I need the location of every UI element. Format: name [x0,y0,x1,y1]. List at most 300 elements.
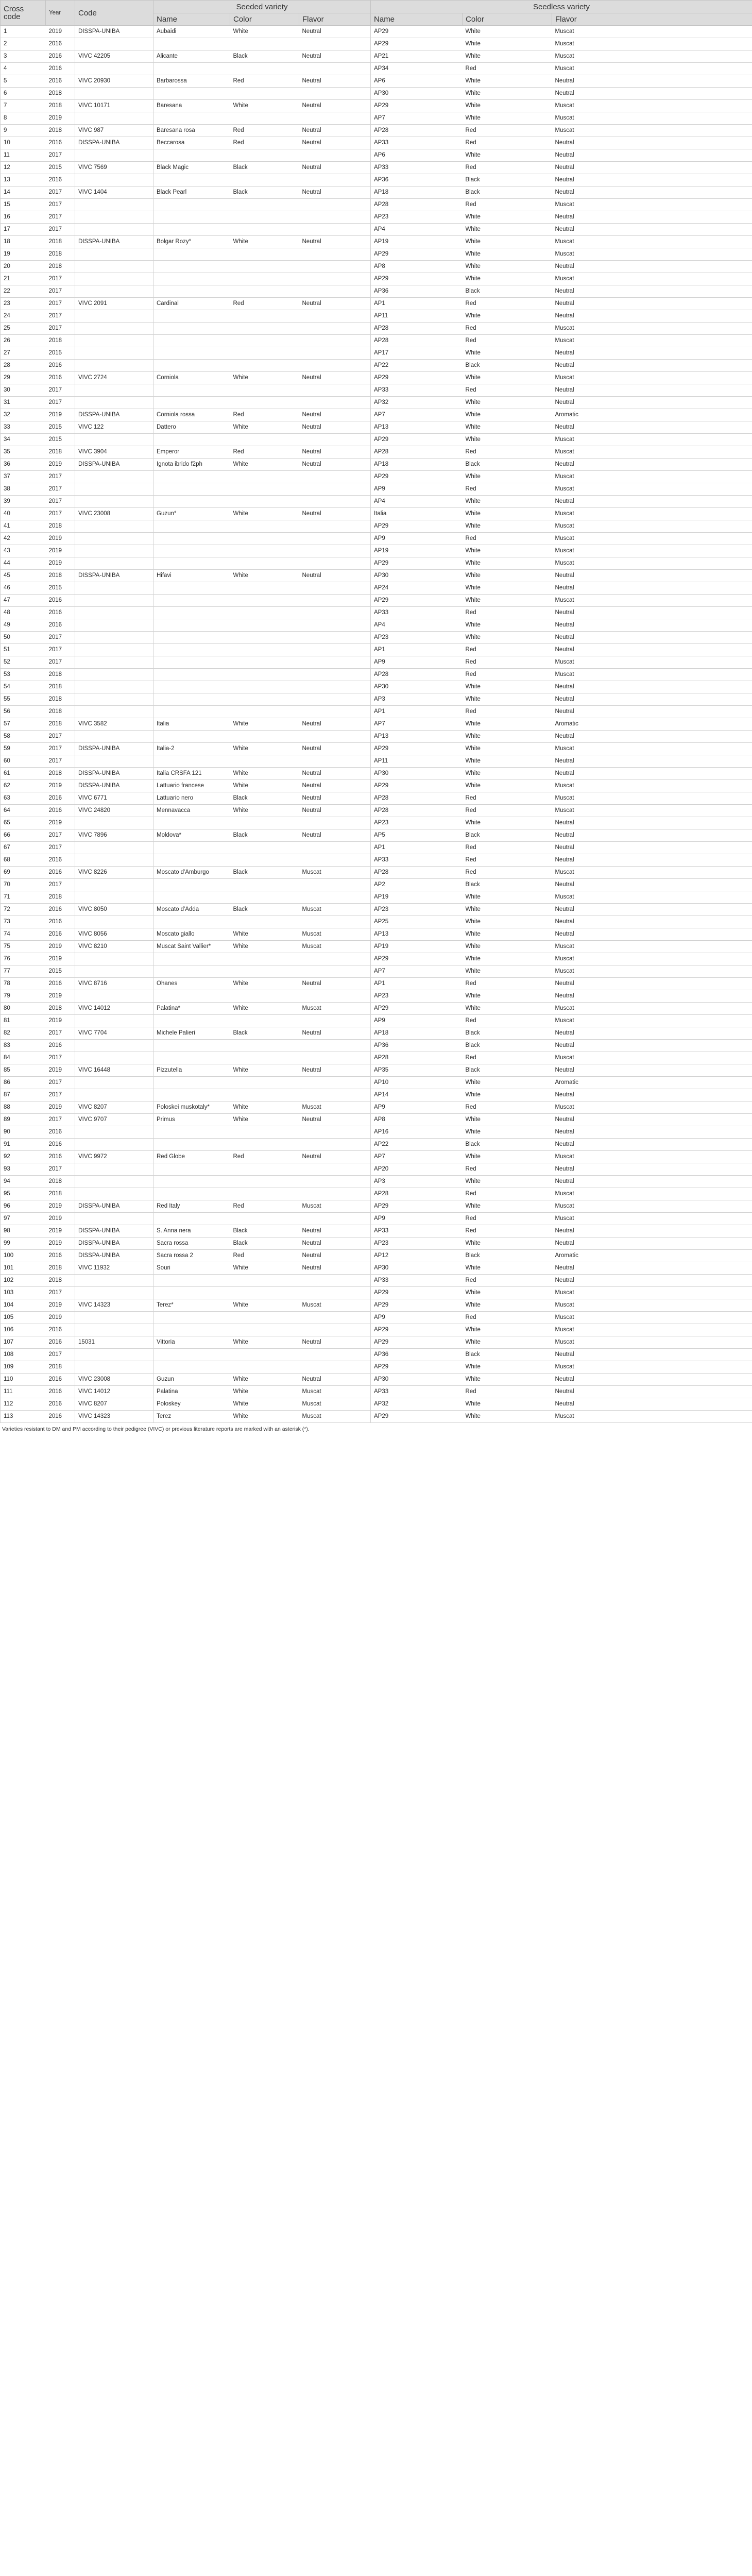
cell-year: 2016 [46,1151,75,1163]
cell-cross-code: 7 [1,100,46,112]
table-row [1,508,752,520]
cell-seeded-name [153,644,230,656]
cell-seeded-color [230,174,299,187]
cell-seedless-color: Red [463,1188,552,1200]
cell-seedless-name: AP28 [371,446,463,459]
table-row [1,162,752,174]
cell-seeded-name [153,88,230,100]
cell-code: DISSPA-UNIBA [75,1238,153,1250]
cell-code [75,273,153,285]
cell-seeded-flavor [299,731,371,743]
cell-cross-code: 47 [1,595,46,607]
cell-seedless-color: White [463,149,552,162]
cell-seeded-name [153,1126,230,1139]
cell-seeded-name [153,965,230,978]
cell-seeded-name [153,990,230,1003]
cell-seeded-color [230,285,299,298]
cell-seedless-color: White [463,409,552,421]
cell-seeded-color [230,496,299,508]
cell-seeded-color: White [230,941,299,953]
cell-seeded-flavor: Neutral [299,421,371,434]
cell-seeded-color: White [230,1336,299,1349]
cell-year: 2018 [46,669,75,681]
cell-seedless-color: White [463,1126,552,1139]
cell-seedless-flavor: Neutral [552,854,752,867]
cell-seedless-color: White [463,471,552,483]
table-row [1,1336,752,1349]
cell-cross-code: 16 [1,211,46,224]
cell-seeded-flavor: Muscat [299,1386,371,1398]
cell-seedless-flavor: Muscat [552,508,752,520]
cell-year: 2017 [46,397,75,409]
cell-seedless-flavor: Muscat [552,953,752,965]
cell-seedless-flavor: Muscat [552,1361,752,1374]
cell-seeded-color [230,1361,299,1374]
cell-seeded-name [153,607,230,619]
cell-seedless-color: Red [463,162,552,174]
cell-seeded-flavor [299,607,371,619]
cell-seeded-name [153,1077,230,1089]
cell-seeded-name: Sacra rossa 2 [153,1250,230,1262]
cell-seeded-flavor [299,112,371,125]
cell-seeded-name: Mennavacca [153,805,230,817]
cell-seedless-flavor: Neutral [552,211,752,224]
cell-seedless-color: Black [463,459,552,471]
cell-code: VIVC 14012 [75,1386,153,1398]
cell-seedless-color: Red [463,125,552,137]
cell-seedless-name: AP29 [371,953,463,965]
table-row [1,904,752,916]
cell-cross-code: 15 [1,199,46,211]
cell-seeded-color: White [230,1398,299,1411]
cell-code [75,248,153,261]
cell-seeded-color [230,879,299,891]
cell-seeded-color [230,706,299,718]
cell-year: 2018 [46,446,75,459]
cell-seedless-color: Black [463,879,552,891]
cell-year: 2015 [46,965,75,978]
cell-seeded-color: White [230,508,299,520]
cell-seedless-color: Red [463,384,552,397]
cell-seeded-flavor [299,619,371,632]
cell-cross-code: 26 [1,335,46,347]
cell-seedless-color: White [463,112,552,125]
cell-year: 2015 [46,582,75,595]
cell-seedless-flavor: Muscat [552,1151,752,1163]
cell-seeded-color: White [230,1003,299,1015]
cell-seeded-name [153,731,230,743]
cell-seeded-name [153,879,230,891]
cell-seedless-name: AP33 [371,162,463,174]
cell-year: 2016 [46,792,75,805]
cell-seeded-flavor: Neutral [299,372,371,384]
cell-seeded-name [153,273,230,285]
cell-seeded-color [230,434,299,446]
cell-code: VIVC 42205 [75,50,153,63]
table-row [1,928,752,941]
cell-seeded-flavor: Neutral [299,570,371,582]
table-row [1,854,752,867]
cell-seeded-name: Italia [153,718,230,731]
cell-cross-code: 52 [1,656,46,669]
cell-seedless-flavor: Muscat [552,248,752,261]
cell-seedless-flavor: Muscat [552,780,752,792]
cell-code: VIVC 6771 [75,792,153,805]
cell-seedless-flavor: Neutral [552,1225,752,1238]
cell-year: 2016 [46,805,75,817]
cell-seeded-flavor [299,990,371,1003]
cell-cross-code: 85 [1,1064,46,1077]
cell-seedless-flavor: Neutral [552,75,752,88]
cell-seedless-flavor: Neutral [552,1126,752,1139]
cell-seeded-flavor [299,1040,371,1052]
cell-seeded-color [230,731,299,743]
cell-seedless-flavor: Muscat [552,372,752,384]
table-row [1,1299,752,1312]
cell-seedless-flavor: Neutral [552,360,752,372]
cell-seeded-color [230,471,299,483]
table-row [1,619,752,632]
cell-seedless-name: AP33 [371,854,463,867]
cell-seedless-name: AP33 [371,384,463,397]
cell-seedless-name: AP22 [371,1139,463,1151]
cell-seedless-flavor: Muscat [552,557,752,570]
cell-seeded-flavor: Neutral [299,1027,371,1040]
cell-seeded-flavor: Neutral [299,1151,371,1163]
cell-seeded-color [230,854,299,867]
header-seeded-variety: Seeded variety [153,1,371,13]
table-row [1,1312,752,1324]
cell-seedless-name: AP29 [371,248,463,261]
cell-seeded-name [153,582,230,595]
cell-code [75,706,153,718]
cell-code: DISSPA-UNIBA [75,743,153,755]
cell-seedless-flavor: Muscat [552,656,752,669]
cell-seedless-color: Black [463,1040,552,1052]
cell-seedless-name: AP29 [371,38,463,50]
cell-seedless-name: AP29 [371,1003,463,1015]
cell-cross-code: 68 [1,854,46,867]
cell-seeded-flavor: Neutral [299,718,371,731]
cell-seeded-name [153,1361,230,1374]
cell-seedless-color: White [463,1411,552,1423]
cell-code [75,149,153,162]
table-row [1,990,752,1003]
cell-code: DISSPA-UNIBA [75,1200,153,1213]
cell-code [75,335,153,347]
cell-seeded-name [153,434,230,446]
cell-code [75,88,153,100]
cell-year: 2018 [46,100,75,112]
cell-code [75,471,153,483]
cell-seedless-name: AP28 [371,1188,463,1200]
cell-seeded-color [230,693,299,706]
table-row [1,1250,752,1262]
cell-seeded-name [153,323,230,335]
cell-seedless-flavor: Neutral [552,384,752,397]
table-row [1,632,752,644]
cell-seedless-color: Black [463,285,552,298]
cell-seeded-name: Lattuario francese [153,780,230,792]
table-row [1,1176,752,1188]
cell-seedless-flavor: Neutral [552,731,752,743]
cell-cross-code: 88 [1,1101,46,1114]
cell-seeded-flavor: Neutral [299,100,371,112]
cell-seedless-name: AP28 [371,199,463,211]
table-row [1,496,752,508]
cell-cross-code: 109 [1,1361,46,1374]
cell-year: 2019 [46,1225,75,1238]
cell-code [75,891,153,904]
cell-year: 2017 [46,656,75,669]
cell-seeded-color [230,891,299,904]
table-row [1,285,752,298]
table-row [1,1213,752,1225]
cell-code [75,1089,153,1101]
cell-seeded-name [153,619,230,632]
cell-cross-code: 71 [1,891,46,904]
cell-seedless-flavor: Neutral [552,298,752,310]
cell-year: 2017 [46,224,75,236]
cell-seedless-flavor: Muscat [552,1312,752,1324]
cell-seeded-color [230,347,299,360]
cell-cross-code: 60 [1,755,46,768]
cell-seedless-flavor: Muscat [552,471,752,483]
table-row [1,335,752,347]
cell-cross-code: 72 [1,904,46,916]
cell-cross-code: 95 [1,1188,46,1200]
table-row [1,1003,752,1015]
cell-seeded-color: White [230,780,299,792]
cell-seeded-color: Red [230,1151,299,1163]
cell-cross-code: 19 [1,248,46,261]
cell-seedless-flavor: Neutral [552,1139,752,1151]
cell-seeded-flavor [299,1324,371,1336]
table-row [1,211,752,224]
cell-year: 2017 [46,879,75,891]
cell-seedless-color: White [463,224,552,236]
cell-year: 2019 [46,817,75,829]
cell-seedless-name: AP11 [371,755,463,768]
cell-seedless-color: White [463,38,552,50]
cell-year: 2016 [46,867,75,879]
cell-seeded-flavor: Neutral [299,50,371,63]
cell-code: VIVC 8716 [75,978,153,990]
cell-cross-code: 108 [1,1349,46,1361]
cell-seeded-name [153,595,230,607]
cell-seeded-flavor [299,1312,371,1324]
cell-seedless-color: Red [463,298,552,310]
cell-code [75,1077,153,1089]
cell-seedless-name: AP20 [371,1163,463,1176]
cell-cross-code: 22 [1,285,46,298]
cell-seedless-flavor: Muscat [552,236,752,248]
cell-code [75,1287,153,1299]
cell-year: 2016 [46,619,75,632]
table-row [1,755,752,768]
cell-year: 2016 [46,63,75,75]
cell-code [75,261,153,273]
cell-seedless-color: White [463,50,552,63]
cell-code [75,347,153,360]
cell-seedless-name: AP29 [371,1287,463,1299]
cell-seedless-color: White [463,557,552,570]
cell-seedless-color: White [463,953,552,965]
cell-cross-code: 44 [1,557,46,570]
cell-seeded-flavor: Neutral [299,236,371,248]
cell-cross-code: 90 [1,1126,46,1139]
cell-seedless-flavor: Neutral [552,187,752,199]
cell-seedless-color: White [463,421,552,434]
cell-seedless-color: White [463,397,552,409]
cell-seeded-flavor [299,533,371,545]
cell-code [75,1349,153,1361]
cell-code: VIVC 24820 [75,805,153,817]
cell-year: 2016 [46,595,75,607]
cell-cross-code: 10 [1,137,46,149]
cell-seedless-name: AP28 [371,1052,463,1064]
cell-seeded-color: Red [230,125,299,137]
table-row [1,483,752,496]
cell-code [75,990,153,1003]
cell-cross-code: 38 [1,483,46,496]
cell-seedless-flavor: Muscat [552,792,752,805]
cell-seeded-name: Italia-2 [153,743,230,755]
cell-seedless-name: AP33 [371,137,463,149]
table-row [1,1015,752,1027]
cell-year: 2017 [46,842,75,854]
cell-seeded-flavor: Muscat [299,928,371,941]
cell-cross-code: 2 [1,38,46,50]
cell-seedless-color: White [463,1262,552,1275]
cell-seeded-flavor [299,1163,371,1176]
cell-seeded-name [153,397,230,409]
cell-seedless-name: AP18 [371,187,463,199]
cell-seedless-name: AP23 [371,990,463,1003]
cell-seedless-color: White [463,1398,552,1411]
cell-seedless-color: Red [463,483,552,496]
cell-seedless-name: AP29 [371,26,463,38]
cell-seeded-name: Palatina* [153,1003,230,1015]
cell-year: 2018 [46,236,75,248]
table-row [1,743,752,755]
cell-seeded-flavor [299,755,371,768]
cell-code: 15031 [75,1336,153,1349]
cell-seeded-color [230,224,299,236]
cell-seedless-name: AP3 [371,693,463,706]
cell-seedless-color: White [463,372,552,384]
cell-year: 2017 [46,483,75,496]
cell-seedless-color: Red [463,1275,552,1287]
cell-seedless-flavor: Neutral [552,1398,752,1411]
cell-year: 2019 [46,780,75,792]
cell-seeded-name [153,174,230,187]
table-row [1,916,752,928]
cell-seeded-color [230,632,299,644]
cell-seedless-flavor: Aromatic [552,718,752,731]
cell-cross-code: 102 [1,1275,46,1287]
cell-year: 2019 [46,1015,75,1027]
table-row [1,978,752,990]
cell-code [75,1052,153,1064]
cell-code: VIVC 987 [75,125,153,137]
cell-seedless-color: Black [463,1250,552,1262]
cell-seedless-flavor: Neutral [552,928,752,941]
cell-seedless-name: AP11 [371,310,463,323]
cell-cross-code: 87 [1,1089,46,1101]
cell-seeded-name: Baresana rosa [153,125,230,137]
cell-seedless-color: Red [463,842,552,854]
cell-seeded-flavor [299,681,371,693]
cell-code [75,533,153,545]
cell-seedless-name: AP29 [371,520,463,533]
cell-code [75,817,153,829]
cell-code [75,656,153,669]
cell-seedless-name: AP19 [371,236,463,248]
cell-code [75,174,153,187]
cell-code: VIVC 3904 [75,446,153,459]
cell-cross-code: 13 [1,174,46,187]
cell-seedless-name: AP29 [371,1299,463,1312]
cell-seeded-name [153,335,230,347]
table-row [1,891,752,904]
cell-seedless-name: AP30 [371,88,463,100]
cell-seeded-name: Terez [153,1411,230,1423]
cell-seedless-color: Red [463,792,552,805]
cell-code: VIVC 1404 [75,187,153,199]
cell-seeded-flavor [299,817,371,829]
cell-year: 2017 [46,755,75,768]
cell-seeded-name: Pizzutella [153,1064,230,1077]
cell-seedless-name: AP34 [371,63,463,75]
cell-year: 2017 [46,187,75,199]
cell-seeded-flavor: Muscat [299,867,371,879]
table-row [1,100,752,112]
cell-code [75,842,153,854]
cell-cross-code: 25 [1,323,46,335]
cell-seedless-color: White [463,916,552,928]
cell-year: 2015 [46,421,75,434]
table-row [1,1238,752,1250]
cell-seedless-flavor: Aromatic [552,409,752,421]
cell-seeded-flavor [299,1089,371,1101]
cell-seedless-name: AP2 [371,879,463,891]
table-row [1,1064,752,1077]
cell-seeded-flavor [299,891,371,904]
cell-seeded-color: White [230,978,299,990]
cell-seedless-color: Black [463,174,552,187]
cell-code: DISSPA-UNIBA [75,780,153,792]
cell-seedless-name: AP9 [371,656,463,669]
cell-cross-code: 93 [1,1163,46,1176]
cell-seedless-name: AP8 [371,1114,463,1126]
cell-code [75,1015,153,1027]
cell-year: 2017 [46,496,75,508]
cell-seeded-name [153,533,230,545]
cell-seeded-color [230,323,299,335]
cell-seeded-color: Black [230,829,299,842]
cell-seeded-color: White [230,570,299,582]
cell-cross-code: 83 [1,1040,46,1052]
cell-seeded-flavor: Neutral [299,792,371,805]
table-row [1,174,752,187]
cell-cross-code: 37 [1,471,46,483]
cell-seedless-flavor: Neutral [552,681,752,693]
cell-year: 2018 [46,718,75,731]
table-row [1,533,752,545]
cell-seeded-color [230,842,299,854]
cell-cross-code: 94 [1,1176,46,1188]
